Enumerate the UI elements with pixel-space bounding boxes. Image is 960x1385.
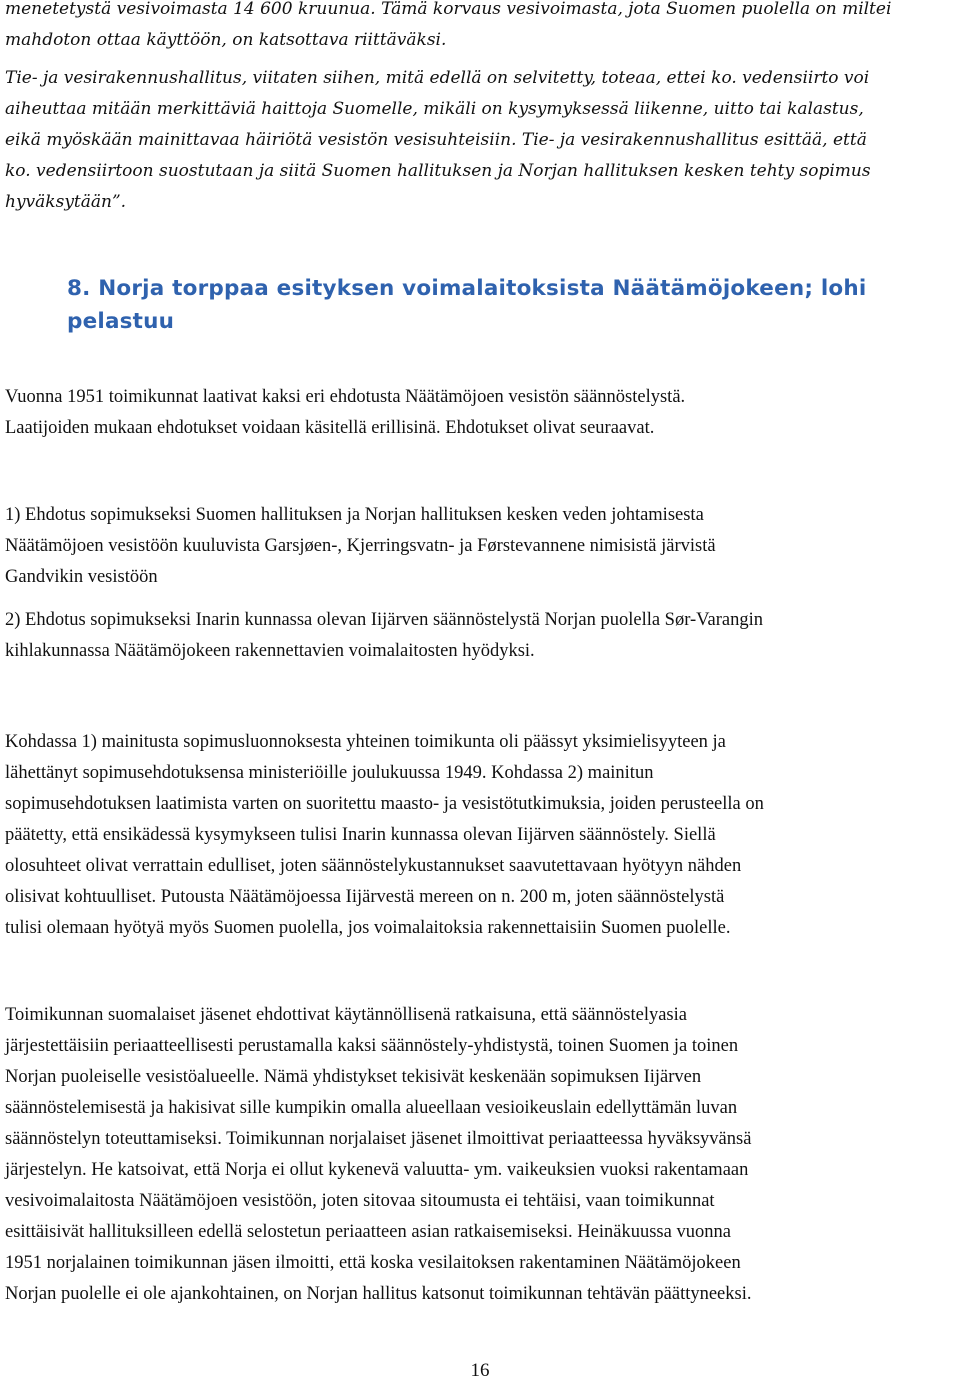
section-heading-line: 8. Norja torppaa esityksen voimalaitoksista Näätämöjokeen; lohi — [67, 276, 867, 301]
text-line: Tie- ja vesirakennushallitus, viitaten siihen, mitä edellä on selvitetty, toteaa, ettei ko. vedensiirto voi — [5, 68, 870, 88]
section-heading-line: pelastuu — [67, 309, 175, 334]
intro-paragraph-2-text — [5, 63, 957, 218]
text-line: menetetystä vesivoimasta 14 600 kruunua. Tämä korvaus vesivoimasta, jota Suomen puolella on miltei — [5, 0, 892, 19]
section-heading — [67, 272, 887, 338]
text-line: Norjan puolelle ei ole ajankohtainen, on Norjan hallitus katsonut toimikunnan tehtävän päättyneeksi. — [5, 1284, 752, 1304]
intro-paragraph-2 — [5, 63, 957, 218]
text-line: eikä myöskään mainittavaa häiriötä vesistön vesisuhteisiin. Tie- ja vesirakennushallitus esittää, että — [5, 130, 867, 150]
proposal-1-text — [5, 500, 957, 593]
text-line: Laatijoiden mukaan ehdotukset voidaan käsitellä erillisinä. Ehdotukset olivat seuraavat. — [5, 418, 655, 438]
text-line: hyväksytään”. — [5, 192, 127, 212]
body-paragraph-1-text — [5, 382, 957, 444]
body-paragraph-4 — [5, 727, 957, 944]
body-paragraph-1 — [5, 382, 957, 444]
text-line: Toimikunnan suomalaiset jäsenet ehdottivat käytännöllisenä ratkaisuna, että säännöstelyasia — [5, 1005, 687, 1025]
text-line: mahdoton ottaa käyttöön, on katsottava riittäväksi. — [5, 30, 447, 50]
text-line: Vuonna 1951 toimikunnat laativat kaksi eri ehdotusta Näätämöjoen vesistön säännöstelystä. — [5, 387, 686, 407]
text-line: Norjan puoleiselle vesistöalueelle. Nämä yhdistykset tekisivät keskenään sopimuksen Iijärven — [5, 1067, 702, 1087]
page-number: 16 — [470, 1360, 490, 1381]
text-line: tulisi olemaan hyötyä myös Suomen puolella, jos voimalaitoksia rakennettaisiin Suomen puolelle. — [5, 918, 731, 938]
text-line: säännöstelemisestä ja hakisivat sille kumpikin omalla alueellaan vesioikeuslain edellyttämän luvan — [5, 1098, 738, 1118]
text-line: 2) Ehdotus sopimukseksi Inarin kunnassa olevan Iijärven säännöstelystä Norjan puolella Sør-Varangin — [5, 610, 763, 630]
text-line: päätetty, että ensikädessä kysymykseen tulisi Inarin kunnassa olevan Iijärven säännöstely. Siellä — [5, 825, 716, 845]
text-line: aiheuttaa mitään merkittäviä haittoja Suomelle, mikäli on kysymyksessä liikenne, uitto tai kalastus, — [5, 99, 864, 119]
text-line: ko. vedensiirtoon suostutaan ja siitä Suomen hallituksen ja Norjan hallituksen kesken tehty sopimus — [5, 161, 871, 181]
body-paragraph-2 — [5, 500, 957, 593]
body-paragraph-5 — [5, 1000, 957, 1310]
proposal-2-text — [5, 605, 957, 667]
body-paragraph-4-text — [5, 727, 957, 944]
text-line: säännöstelyn toteuttamiseksi. Toimikunnan norjalaiset jäsenet ilmoittivat periaatteessa hyväksyvänsä — [5, 1129, 752, 1149]
text-line: järjestettäisiin periaatteellisesti perustamalla kaksi säännöstely-yhdistystä, toinen Suomen ja toinen — [5, 1036, 739, 1056]
intro-paragraph-1-text — [5, 0, 957, 56]
text-line: esittäisivät hallituksilleen edellä selostetun periaatteen asian ratkaisemiseksi. Heinäkuussa vuonna — [5, 1222, 731, 1242]
text-line: järjestelyn. He katsoivat, että Norja ei ollut kykenevä valuutta- ym. vaikeuksien vuoksi rakentamaan — [5, 1160, 749, 1180]
text-line: Näätämöjoen vesistöön kuuluvista Garsjøen-, Kjerringsvatn- ja Førstevannene nimisistä järvistä — [5, 536, 716, 556]
text-line: olisivat kohtuulliset. Putousta Näätämöjoessa Iijärvestä mereen on n. 200 m, joten säännöstelystä — [5, 887, 725, 907]
text-line: sopimusehdotuksen laatimista varten on suoritettu maasto- ja vesistötutkimuksia, joiden perusteella on — [5, 794, 764, 814]
body-paragraph-5-text — [5, 1000, 957, 1310]
text-line: kihlakunnassa Näätämöjokeen rakennettavien voimalaitosten hyödyksi. — [5, 641, 535, 661]
intro-paragraph-1 — [5, 0, 957, 56]
text-line: olosuhteet olivat verrattain edulliset, joten säännöstelykustannukset saavutettavaan hyötyyn nähden — [5, 856, 742, 876]
text-line: Gandvikin vesistöön — [5, 567, 158, 587]
text-line: 1951 norjalainen toimikunnan jäsen ilmoitti, että koska vesilaitoksen rakentaminen Näätämöjokeen — [5, 1253, 741, 1273]
text-line: lähettänyt sopimusehdotuksensa ministeriöille joulukuussa 1949. Kohdassa 2) mainitun — [5, 763, 654, 783]
body-paragraph-3 — [5, 605, 957, 667]
text-line: vesivoimalaitosta Näätämöjoen vesistöön, joten sitovaa sitoumusta ei tehtäisi, vaan toimikunnat — [5, 1191, 715, 1211]
text-line: 1) Ehdotus sopimukseksi Suomen hallituksen ja Norjan hallituksen kesken veden johtamisesta — [5, 505, 704, 525]
text-line: Kohdassa 1) mainitusta sopimusluonnoksesta yhteinen toimikunta oli päässyt yksimielisyyteen ja — [5, 732, 726, 752]
